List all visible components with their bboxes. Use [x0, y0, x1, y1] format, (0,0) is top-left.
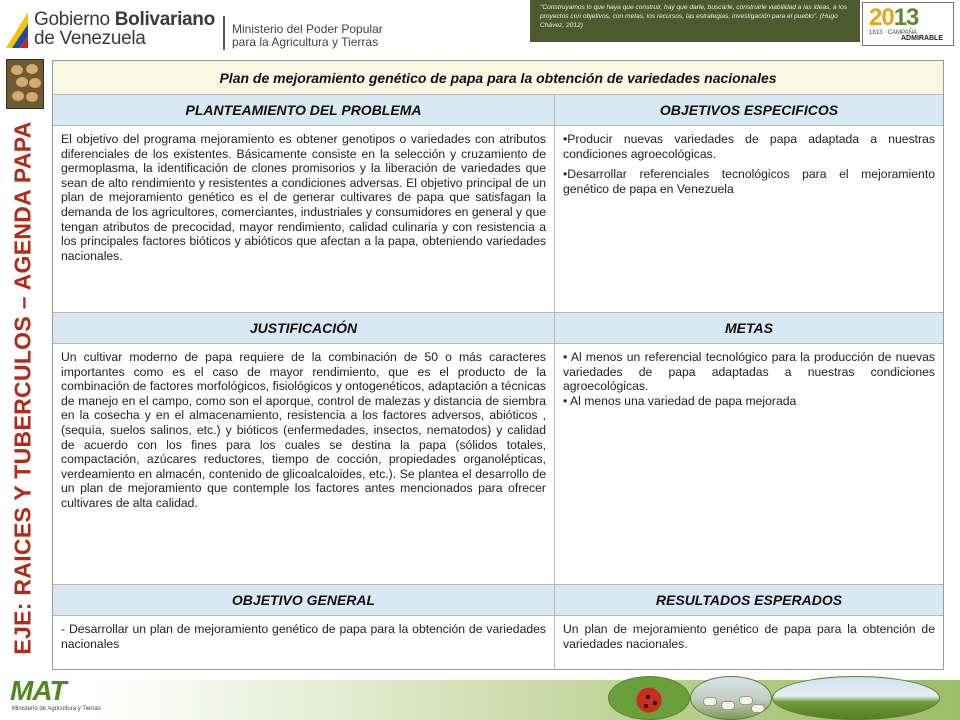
table-title: Plan de mejoramiento genético de papa para la obtención de variedades nacionales [53, 61, 943, 95]
list-item: • Al menos un referencial tecnológico para la producción de nuevas variedades de papa adaptadas a nuestras condiciones agroecológicas. [563, 350, 935, 394]
section3-header-row [53, 585, 943, 616]
logo-year [869, 4, 918, 32]
section1-body-row [53, 126, 943, 313]
mat-logo [10, 675, 101, 715]
logo-subtitle: 1813 · CAMPAÑA [869, 30, 917, 36]
plan-table [52, 60, 944, 670]
potato-photo-icon [6, 59, 44, 109]
header [0, 0, 960, 55]
vertical-title [8, 118, 38, 658]
section2-body-row [53, 344, 943, 585]
logo-year-part1: 20 [869, 4, 894, 31]
government-name [34, 9, 215, 49]
quote-box [530, 0, 860, 42]
quote-text: "Construyamos lo que haya que construir, hay que darle, buscarle, construirle viabilidad a las ideas, a los proyectos con objetivos, con metas, los recursos, las estrategias, investigación para el pueblo". (Hugo Chávez, 2012) [540, 4, 847, 29]
header-planteamiento: PLANTEAMIENTO DEL PROBLEMA [53, 95, 555, 125]
flag-emblem-icon [6, 12, 28, 48]
mat-logo-word: MAT [10, 675, 66, 706]
gov-line1-bold: Bolivariano [114, 9, 215, 30]
justificacion-text [53, 344, 555, 584]
header-metas: METAS [725, 320, 773, 336]
objetivo-general-text [53, 616, 555, 669]
campaign-logo [862, 2, 954, 46]
planteamiento-text [53, 126, 555, 312]
header-objetivo-general: OBJETIVO GENERAL [53, 585, 555, 615]
logo-year-part2: 13 [893, 4, 919, 31]
gov-line1: Gobierno [34, 9, 115, 30]
gov-line2: de Venezuela [34, 28, 146, 49]
resultados-esperados-text [555, 616, 943, 669]
section1-header-row [53, 95, 943, 126]
objetivos-especificos-list [555, 126, 943, 312]
header-objetivos-especificos: OBJETIVOS ESPECIFICOS [659, 102, 839, 118]
list-item: •Producir nuevas variedades de papa adaptada a nuestras condiciones agroecológicas. [563, 132, 935, 161]
ministry-name [232, 23, 383, 49]
section2-header-row [53, 313, 943, 344]
planteamiento-paragraph: El objetivo del programa mejoramiento es obtener genotipos o variedades con atributos diferenciales de los existentes. Básicamente consiste en la selección y cruzamiento de germoplasma, la identificación de clones promisorios y la liberación de variedades que sean de alto rendimiento y resistentes a condiciones adversas. El objetivo principal de un plan de mejoramiento genético es el de generar cultivares de papa que satisfagan la demanda de los agricultores, comerciantes, industriales y consumidores en general y que tengan atributos de precocidad, mayor rendimiento, calidad culinaria y con resistencia a los principales factores bióticos y abióticos que afectan a la papa, obteniendo variedades nacionales. [61, 132, 546, 263]
ministry-line2: para la Agricultura y Tierras [232, 35, 379, 49]
list-item: • Al menos una variedad de papa mejorada [563, 393, 797, 408]
objetivo-general-paragraph: - Desarrollar un plan de mejoramiento genético de papa para la obtención de variedades nacionales [61, 622, 546, 651]
field-landscape-photo-icon [772, 676, 940, 720]
section3-body-row [53, 616, 943, 669]
ministry-line1: Ministerio del Poder Popular [232, 22, 383, 36]
metas-list [555, 344, 943, 584]
vertical-title-text: EJE: RAICES Y TUBERCULOS – AGENDA PAPA [9, 121, 36, 655]
cattle-photo-icon [690, 676, 772, 720]
header-divider [223, 16, 225, 50]
header-resultados-esperados: RESULTADOS ESPERADOS [655, 592, 843, 608]
logo-word: ADMIRABLE [901, 35, 943, 42]
ladybug-photo-icon [608, 676, 690, 720]
list-item: •Desarrollar referenciales tecnológicos para el mejoramiento genético de papa en Venezuela [563, 167, 935, 196]
footer [0, 670, 960, 720]
header-justificacion: JUSTIFICACIÓN [53, 313, 555, 343]
justificacion-paragraph: Un cultivar moderno de papa requiere de la combinación de 50 o más caracteres importantes como es el caso de mayor rendimiento, que es el producto de la combinación de factores morfológicos, fisiológicos y ontogenéticos, adaptación a técnicas de manejo en el campo, como son el aporque, control de malezas y distancia de siembra en la cosecha y en el almacenamiento, resistencia a los factores adversos, abióticos , (sequía, suelos salinos, etc.) y bióticos (enfermedades, insectos, nematodos) y calidad de acuerdo con los fines para los cuales se destina la papa (sólidos totales, compactación, azúcares reductores, tiempo de cocción, propiedades organolépticas, verdeamiento en almacén, contenido de glicoalcaloides, etc.). Se plantea el desarrollo de un plan de mejoramiento que contemple los factores antes mencionados para ofrecer cultivares de alta calidad. [61, 350, 546, 510]
mat-logo-sub: Ministerio de Agricultura y Tierras [12, 706, 101, 712]
list-item: Un plan de mejoramiento genético de papa para la obtención de variedades nacionales. [563, 622, 935, 651]
